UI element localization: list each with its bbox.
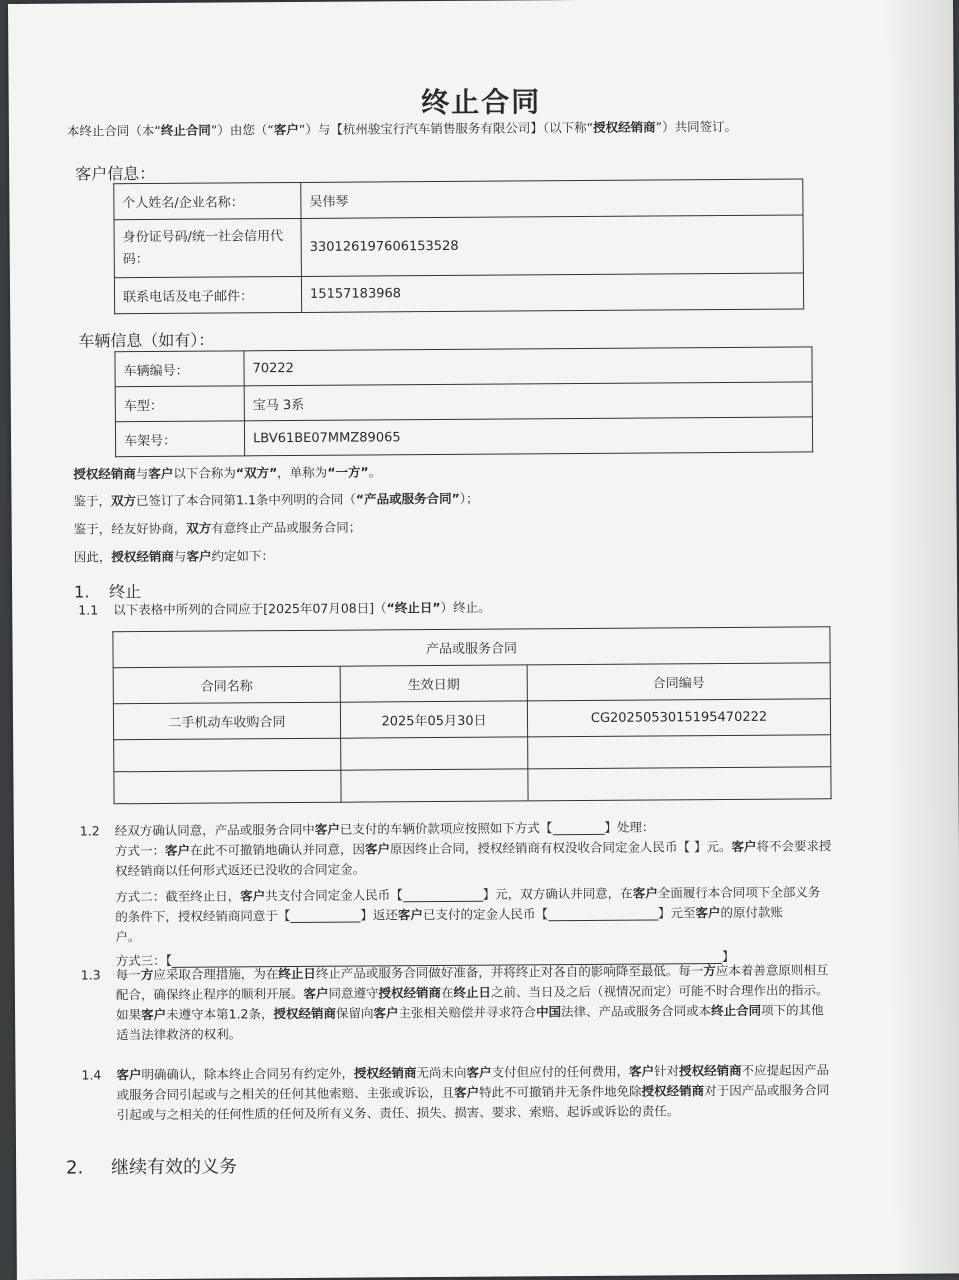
text: 。 xyxy=(368,464,382,480)
clause-number: 1.3 xyxy=(80,967,101,983)
term: “双方” xyxy=(235,465,278,481)
clause-1-3 xyxy=(81,960,912,1046)
clause-1-4 xyxy=(81,1060,911,1126)
document-title: 终止合同 xyxy=(421,85,542,120)
table-caption-row xyxy=(113,627,830,668)
term: 客户 xyxy=(364,841,391,857)
term: 终止日 xyxy=(453,984,492,1000)
intro-term: 终止合同 xyxy=(160,122,211,138)
text: 】元，双方确认并同意，在 xyxy=(482,885,633,902)
text: 每一 xyxy=(115,967,141,983)
contract-page xyxy=(8,0,959,1280)
text: 户。 xyxy=(115,929,141,945)
text: 未遵守本第1.2条， xyxy=(166,1006,274,1022)
blank-line xyxy=(548,907,658,921)
column-header: 合同名称 xyxy=(113,666,340,704)
term: 客户 xyxy=(303,985,329,1001)
table-cell xyxy=(528,735,831,769)
section-title: 继续有效的义务 xyxy=(111,1156,238,1179)
term: 方 xyxy=(140,967,154,983)
section-2-heading xyxy=(66,1152,237,1179)
text: 有意终止产品或服务合同； xyxy=(211,519,362,536)
text: 或服务合同引起或与之相关的任何其他索赔、主张或诉讼，且 xyxy=(116,1084,455,1103)
clause-line xyxy=(80,856,890,882)
clause-number: 1.1 xyxy=(78,602,99,618)
term: 客户 xyxy=(314,821,340,837)
term: 终止日 xyxy=(278,965,316,982)
term: 中国 xyxy=(535,1004,562,1020)
text: 与 xyxy=(135,466,149,482)
text: 鉴于， xyxy=(73,493,112,509)
text: 明确确认，除本终止合同另有约定外， xyxy=(141,1065,355,1083)
field-label: 车架号： xyxy=(115,421,244,457)
blank-line xyxy=(552,822,604,835)
term: 客户 xyxy=(731,838,757,854)
whereas-clause-2 xyxy=(74,518,362,540)
clause-number: 1.2 xyxy=(79,823,100,839)
term: 双方 xyxy=(186,520,212,536)
column-header: 合同编号 xyxy=(527,663,830,701)
section-1-heading xyxy=(74,579,141,602)
text: 如果 xyxy=(116,1007,142,1023)
term: 授权经销商 xyxy=(273,1005,337,1022)
text: 因此， xyxy=(73,549,112,565)
clause-number: 1.4 xyxy=(81,1067,102,1083)
term: 客户 xyxy=(373,1005,399,1021)
text: 主张相关赔偿并寻求符合 xyxy=(398,1004,537,1021)
term: 方 xyxy=(703,963,716,979)
text: 在 xyxy=(440,984,454,1001)
text: 权经销商以任何形式返还已没收的合同定金。 xyxy=(115,861,366,879)
table-row xyxy=(115,417,812,457)
field-label: 身份证号码/统一社会信用代码： xyxy=(114,218,301,277)
field-value: LBV61BE07MMZ89065 xyxy=(244,417,812,456)
intro-text: 本终止合同（本“ xyxy=(66,122,161,139)
field-value: 宝马 3系 xyxy=(244,382,812,421)
parties-definition xyxy=(73,462,381,484)
text: 支付但应付的任何费用， xyxy=(491,1063,630,1080)
intro-text: ”）共同签订。 xyxy=(655,118,738,135)
table-cell xyxy=(341,769,528,802)
term: 授权经销商 xyxy=(73,466,136,482)
table-cell xyxy=(114,738,341,772)
text: 适当法律救济的权利。 xyxy=(116,1026,242,1043)
table-cell xyxy=(341,737,528,770)
text: 应采取合理措施，为在 xyxy=(153,966,279,983)
term: “一方” xyxy=(327,464,369,480)
text: 同意遵守 xyxy=(328,985,379,1001)
term: “产品或服务合同” xyxy=(355,490,460,507)
field-value: 330126197606153528 xyxy=(301,215,803,277)
text: 方式二：截至终止日， xyxy=(115,888,241,905)
text: 特此不可撤销并无条件地免除 xyxy=(479,1083,642,1100)
text: 已支付的车辆价款项应按照如下方式【 xyxy=(339,820,553,837)
column-header: 生效日期 xyxy=(340,665,527,702)
term: 客户 xyxy=(466,1064,492,1080)
table-cell xyxy=(528,767,831,801)
table-row xyxy=(115,347,812,387)
vehicle-info-table xyxy=(114,346,813,457)
term: 客户 xyxy=(141,1006,167,1023)
term: 授权经销商 xyxy=(353,1065,417,1081)
table-row xyxy=(114,273,803,314)
field-value: 吴伟琴 xyxy=(301,179,803,219)
text: 对于因产品或服务合同 xyxy=(704,1082,830,1099)
text: ，单称为 xyxy=(277,464,328,481)
text: 保留向 xyxy=(335,1005,374,1021)
field-label: 车型： xyxy=(115,386,244,422)
text: 之前、当日及之后（视情况而定）可能不时合理作出的指示。 xyxy=(490,982,829,1000)
text: 】返还 xyxy=(360,907,398,923)
text: 已签订了本合同第1.1条中列明的合同（ xyxy=(135,491,356,509)
vehicle-info-heading: 车辆信息（如有）： xyxy=(78,330,215,351)
term: 客户 xyxy=(186,548,212,564)
intro-text: ”）由您（“ xyxy=(210,122,274,138)
customer-info-table xyxy=(113,178,804,314)
text: 以下表格中所列的合同应于[2025年07月08日]（ xyxy=(113,600,387,618)
field-value: 15157183968 xyxy=(301,273,803,313)
text: ）终止。 xyxy=(440,599,491,615)
table-row xyxy=(114,179,803,220)
intro-term: 授权经销商 xyxy=(592,119,656,135)
text: 方式一： xyxy=(114,842,165,859)
clause-1-1 xyxy=(78,598,490,621)
section-number: 1. xyxy=(74,582,90,602)
term: 终止合同 xyxy=(711,1002,762,1019)
text: 与 xyxy=(173,548,187,564)
term: 授权经销商 xyxy=(679,1062,742,1079)
text: 共支付合同定金人民币【 xyxy=(265,887,403,904)
text: 】 xyxy=(721,948,735,965)
table-row xyxy=(114,735,831,772)
table-row xyxy=(114,767,831,804)
term: 授权经销商 xyxy=(111,548,174,565)
text: 】处理： xyxy=(604,819,655,835)
section-number: 2. xyxy=(66,1157,84,1179)
term: “终止日” xyxy=(386,599,441,616)
table-cell: CG2025053015195470222 xyxy=(527,699,830,737)
table-row xyxy=(115,382,812,422)
table-row xyxy=(114,215,803,278)
term: 客户 xyxy=(397,907,423,923)
field-label: 联系电话及电子邮件： xyxy=(114,276,301,313)
text: 针对 xyxy=(654,1063,680,1079)
text: ）； xyxy=(459,490,479,506)
blank-line xyxy=(290,910,360,923)
text: 在此不可撤销地确认并同意，因 xyxy=(189,841,366,858)
term: 客户 xyxy=(632,885,658,901)
table-cell xyxy=(114,770,341,804)
term: 客户 xyxy=(695,905,721,921)
term: 客户 xyxy=(164,842,190,858)
text: 已支付的定金人民币【 xyxy=(422,906,548,923)
text: 以下合称为 xyxy=(173,465,236,481)
term: 双方 xyxy=(110,493,137,509)
table-cell: 二手机动车收购合同 xyxy=(113,702,340,740)
text: 配合，确保终止程序的顺利开展。 xyxy=(115,985,304,1003)
text: 经双方确认同意，产品或服务合同中 xyxy=(114,821,315,839)
table-caption: 产品或服务合同 xyxy=(113,627,830,668)
whereas-clause-1 xyxy=(73,489,478,512)
text: 全面履行本合同项下全部义务 xyxy=(657,884,821,901)
text: 终止产品或服务合同做好准备，并将终止对各自的影响降至最低。每一 xyxy=(315,963,704,981)
therefore-clause xyxy=(74,546,274,567)
text: 引起或与之相关的任何性质的任何及所有义务、责任、损失、损害、要求、索赔、起诉或诉讼的责任。 xyxy=(116,1103,680,1123)
clause-1-2 xyxy=(80,816,891,972)
term: 授权经销商 xyxy=(641,1083,705,1099)
text: 不应提起因产品 xyxy=(741,1062,830,1078)
text: 】元至 xyxy=(657,905,696,921)
field-value: 70222 xyxy=(244,347,812,386)
term: 客户 xyxy=(240,888,266,904)
text: 的条件下，授权经销商同意于【 xyxy=(115,908,291,925)
term: 客户 xyxy=(116,1067,142,1083)
text: 方式三：【 xyxy=(115,952,172,969)
text: 无尚未向 xyxy=(416,1064,467,1081)
field-label: 个人姓名/企业名称： xyxy=(114,182,301,219)
contracts-table xyxy=(112,626,831,804)
text: 原因终止合同，授权经销商有权没收合同定金人民币【 】元。 xyxy=(389,838,732,857)
term: 客户 xyxy=(148,465,174,482)
blank-line xyxy=(403,889,483,903)
term: 授权经销商 xyxy=(378,985,442,1001)
table-header-row xyxy=(113,663,830,704)
term: 客户 xyxy=(454,1084,480,1100)
text: 应本着善意原则相互 xyxy=(715,962,829,979)
intro-term: 客户 xyxy=(273,121,299,138)
text: 法律、产品或服务合同或本 xyxy=(560,1003,712,1020)
text: 约定如下： xyxy=(211,548,274,564)
text: 将不会要求授 xyxy=(756,838,832,854)
text: 鉴于，经友好协商， xyxy=(73,520,187,537)
table-cell: 2025年05月30日 xyxy=(340,701,527,738)
intro-paragraph xyxy=(67,117,737,142)
customer-info-heading: 客户信息： xyxy=(75,163,156,184)
field-label: 车辆编号： xyxy=(115,351,244,387)
intro-text: ”）与【杭州骏宝行汽车销售服务有限公司】（以下称“ xyxy=(298,119,594,137)
text: 的原付款账 xyxy=(720,904,784,921)
text: 项下的其他 xyxy=(761,1002,824,1018)
section-title: 终止 xyxy=(109,582,142,602)
table-row xyxy=(113,699,830,740)
term: 客户 xyxy=(629,1063,655,1079)
